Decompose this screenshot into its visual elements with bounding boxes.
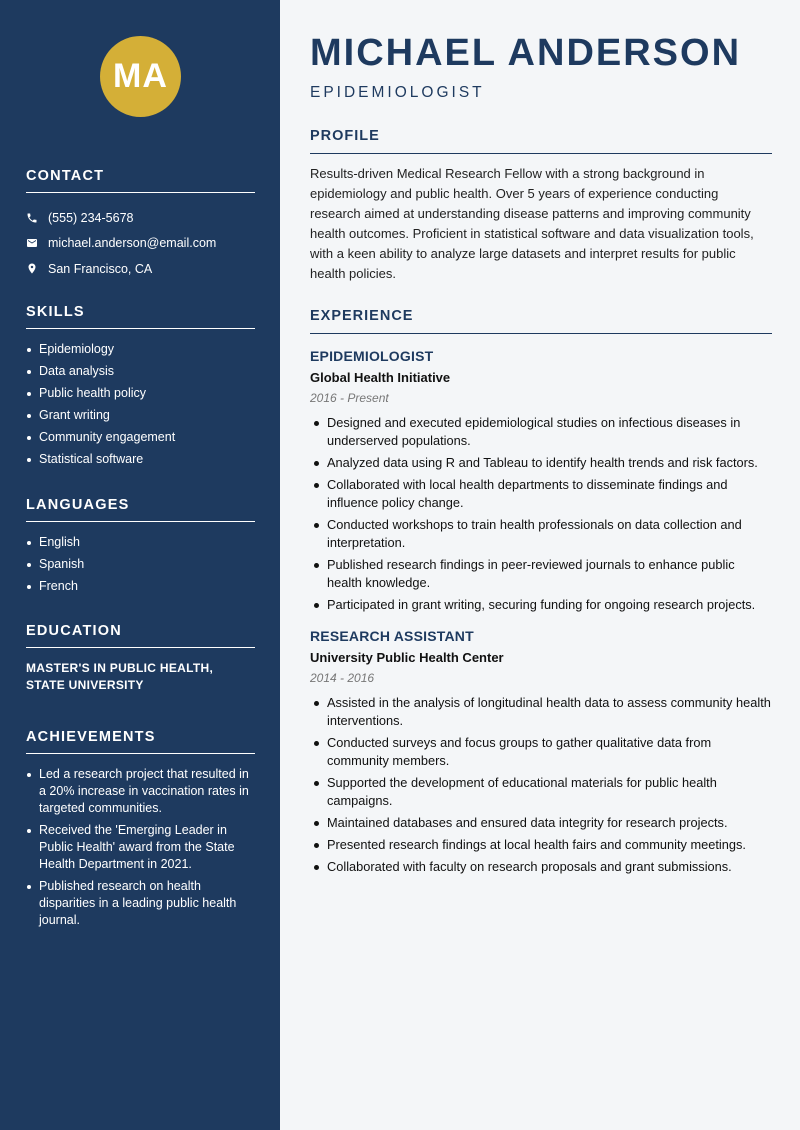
education-section [26,623,255,694]
skills-section [26,304,255,473]
contact-email [26,231,255,257]
achievements-section [26,729,255,934]
list-item: Assisted in the analysis of longitudinal health data to assess community health interventions. [310,694,772,730]
list-item: Grant writing [26,407,255,424]
education-degree: MASTER'S IN PUBLIC HEALTH, STATE UNIVERSITY [26,661,214,692]
list-item: Conducted workshops to train health professionals on data collection and interpretation. [310,516,772,552]
job-entry [310,628,772,876]
list-item: Spanish [26,556,255,573]
location-pin-icon [26,262,48,275]
list-item: Statistical software [26,451,255,468]
list-item: Conducted surveys and focus groups to gather qualitative data from community members. [310,734,772,770]
phone-text: (555) 234-5678 [48,210,134,225]
languages-list [26,534,255,595]
list-item: Collaborated with local health departments to disseminate findings and influence policy change. [310,476,772,512]
email-text[interactable]: michael.anderson@email.com [48,236,217,251]
company-name: Global Health Initiative [310,370,451,385]
languages-heading: LANGUAGES [26,497,255,522]
profile-section [310,128,772,284]
job-dates: 2016 - Present [310,391,389,405]
list-item: English [26,534,255,551]
contact-section [26,168,255,282]
page-title: MICHAEL ANDERSON [310,32,742,74]
list-item: Maintained databases and ensured data integrity for research projects. [310,814,772,832]
job-headline: EPIDEMIOLOGIST [310,84,485,101]
list-item: Designed and executed epidemiological studies on infectious diseases in underserved populations. [310,414,772,450]
profile-heading: PROFILE [310,128,772,154]
achievements-list [26,766,255,929]
company-name: University Public Health Center [310,650,504,665]
contact-heading: CONTACT [26,168,255,193]
skills-list [26,341,255,468]
profile-text: Results-driven Medical Research Fellow with a strong background in epidemiology and public health. Over 5 years of experience conducting research aimed at understanding disease patterns and improving community health outcomes. Proficient in statistical software and data visualization tools, with a keen ability to analyze large datasets and interpret results for public health policies. [310,166,754,281]
list-item: French [26,578,255,595]
job-title: RESEARCH ASSISTANT [310,628,474,644]
experience-section [310,308,772,880]
list-item: Community engagement [26,429,255,446]
list-item: Data analysis [26,363,255,380]
sidebar [0,0,280,1130]
contact-phone [26,205,255,231]
skills-heading: SKILLS [26,304,255,329]
email-icon [26,237,48,249]
list-item: Led a research project that resulted in a 20% increase in vaccination rates in targeted communities. [26,766,255,817]
list-item: Published research findings in peer-reviewed journals to enhance public health knowledge. [310,556,772,592]
list-item: Epidemiology [26,341,255,358]
list-item: Participated in grant writing, securing funding for ongoing research projects. [310,596,772,614]
achievements-heading: ACHIEVEMENTS [26,729,255,754]
job-bullets [310,694,772,876]
experience-heading: EXPERIENCE [310,308,772,334]
phone-icon [26,212,48,224]
location-text: San Francisco, CA [48,261,153,276]
job-bullets [310,414,772,614]
list-item: Received the 'Emerging Leader in Public Health' award from the State Health Department in 2021. [26,822,255,873]
list-item: Analyzed data using R and Tableau to identify health trends and risk factors. [310,454,772,472]
job-dates: 2014 - 2016 [310,671,375,685]
list-item: Presented research findings at local health fairs and community meetings. [310,836,772,854]
languages-section [26,497,255,600]
list-item: Published research on health disparities in a leading public health journal. [26,878,255,929]
list-item: Supported the development of educational materials for public health campaigns. [310,774,772,810]
avatar: MA [100,36,181,117]
job-entry [310,348,772,614]
list-item: Public health policy [26,385,255,402]
contact-location [26,256,255,282]
job-title: EPIDEMIOLOGIST [310,348,434,364]
education-heading: EDUCATION [26,623,255,648]
list-item: Collaborated with faculty on research proposals and grant submissions. [310,858,772,876]
